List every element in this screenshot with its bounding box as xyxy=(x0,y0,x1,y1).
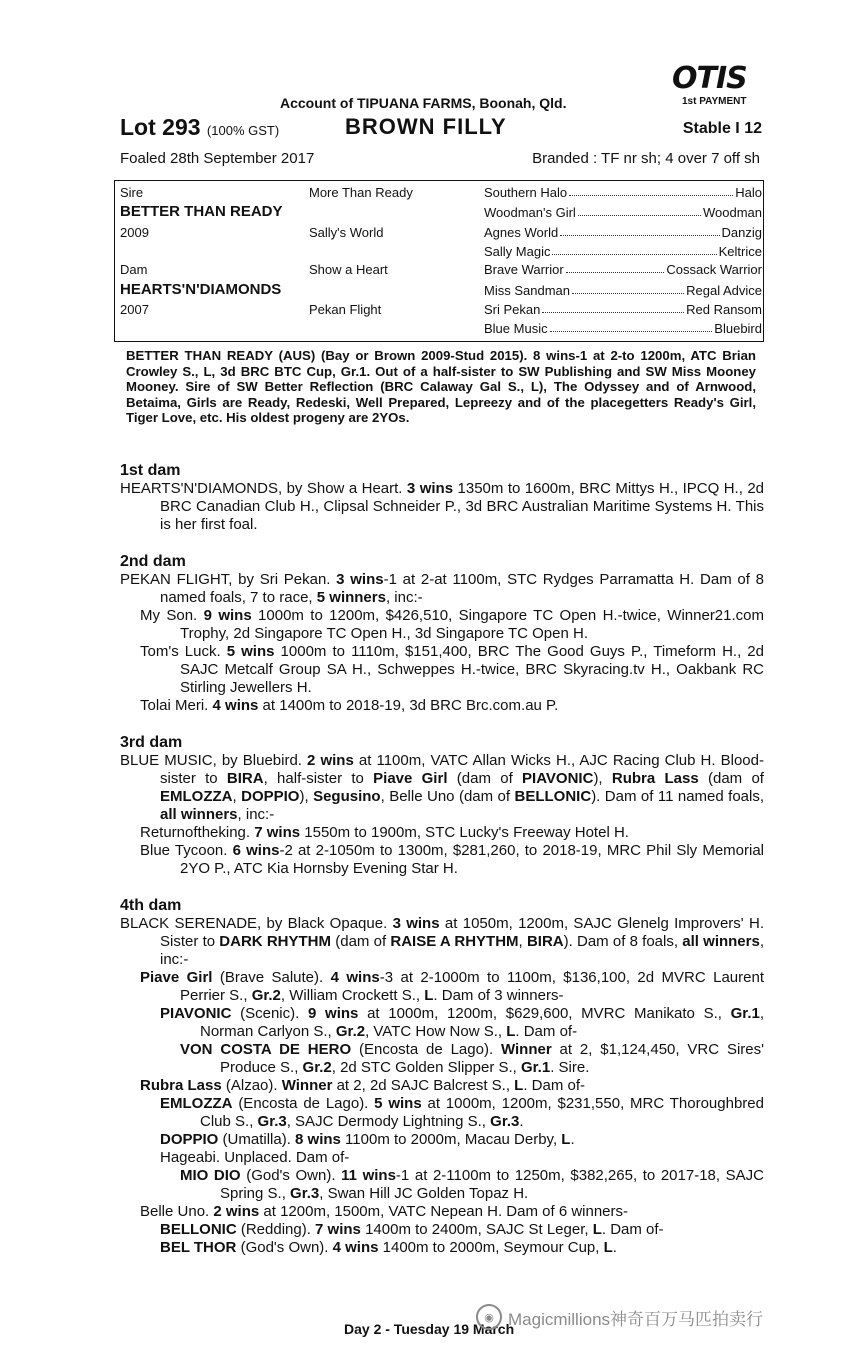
gp-sire: Woodman xyxy=(702,205,762,220)
progeny-entry: VON COSTA DE HERO (Encosta de Lago). Winner at 2, $1,124,450, VRC Sires' Produce S., Gr.2, 2d STC Golden Slipper S., Gr.1. Sire. xyxy=(180,1041,764,1076)
progeny-entry: Rubra Lass (Alzao). Winner at 2, 2d SAJC Balcrest S., L. Dam of- xyxy=(140,1077,586,1094)
grandparent-row xyxy=(484,225,762,240)
progeny-entry: My Son. 9 wins 1000m to 1200m, $426,510, Singapore TC Open H.-twice, Winner21.com Trophy, 2d Singapore TC Open H., 3d Singapore TC Open H. xyxy=(140,607,764,642)
pedigree-box xyxy=(114,180,764,342)
third-dam-section xyxy=(120,734,764,878)
gp-horse: Brave Warrior xyxy=(484,262,564,277)
grandparent-row xyxy=(484,185,762,200)
progeny-entry: BEL THOR (God's Own). 4 wins 1400m to 2000m, Seymour Cup, L. xyxy=(160,1239,617,1256)
section-heading: 1st dam xyxy=(120,462,181,479)
progeny-entry: Hageabi. Unplaced. Dam of- xyxy=(160,1149,350,1166)
gp-horse: Southern Halo xyxy=(484,185,568,200)
progeny-entry: Returnoftheking. 7 wins 1550m to 1900m, STC Lucky's Freeway Hotel H. xyxy=(140,824,629,841)
gp-horse: Agnes World xyxy=(484,225,559,240)
gp-horse: Blue Music xyxy=(484,321,548,336)
section-heading: 4th dam xyxy=(120,897,182,914)
gp-sire: Danzig xyxy=(721,225,762,240)
section-heading: 2nd dam xyxy=(120,553,186,570)
dam-entry: BLUE MUSIC, by Bluebird. 2 wins at 1100m, VATC Allan Wicks H., AJC Racing Club H. Blood-sister to BIRA, half-sister to Piave Girl (dam of PIAVONIC), Rubra Lass (dam of EMLOZZA, DOPPIO), Segusino, Belle Uno (dam of BELLONIC). Dam of 11 named foals, all winners, inc:- xyxy=(120,752,765,823)
gp-sire: Bluebird xyxy=(714,321,762,336)
grandparent-row xyxy=(484,244,762,259)
lot-number xyxy=(120,114,279,141)
gp-horse: Woodman's Girl xyxy=(484,205,576,220)
gp-horse: Sri Pekan xyxy=(484,302,541,317)
gp-sire: Cossack Warrior xyxy=(666,262,762,277)
grandparent-row xyxy=(484,302,762,317)
stable-number: Stable I 12 xyxy=(682,120,762,137)
watermark-text: Magicmillions神奇百万马匹拍卖行 xyxy=(508,1309,764,1329)
sire-name: BETTER THAN READY xyxy=(120,203,283,220)
sire-description: BETTER THAN READY (AUS) (Bay or Brown 2009-Stud 2015). 8 wins-1 at 2-to 1200m, ATC Brian Crowley S., L, 3d BRC BTC Cup, Gr.1. Out of a half-sister to SW Publishing and SW Miss Mooney Mooney. Sire of SW Better Reflection (BRC Calaway Gal S., L), The Odyssey and of Arnwood, Betaima, Girls are Ready, Redeski, Well Prepared, Lepreezy and of the placegetters Ready's Girl, Tiger Love, etc. His oldest progeny are 2YOs. xyxy=(126,348,756,425)
dam-entry: PEKAN FLIGHT, by Sri Pekan. 3 wins-1 at 2-at 1100m, STC Rydges Parramatta H. Dam of 8 named foals, 7 to race, 5 winners, inc:- xyxy=(120,571,764,606)
logo-wordmark: OTIS xyxy=(672,61,747,96)
progeny-entry: MIO DIO (God's Own). 11 wins-1 at 2-1100m to 1250m, $382,265, to 2017-18, SAJC Spring S., Gr.3, Swan Hill JC Golden Topaz H. xyxy=(180,1167,764,1202)
section-heading: 3rd dam xyxy=(120,734,183,751)
wechat-icon: ◉ xyxy=(476,1304,502,1330)
sale-day-footer: Day 2 - Tuesday 19 March xyxy=(344,1321,515,1337)
grandparent-row xyxy=(484,321,762,336)
progeny-entry: Piave Girl (Brave Salute). 4 wins-3 at 2-1000m to 1100m, $136,100, 2d MVRC Laurent Perrier S., Gr.2, William Crockett S., L. Dam of 3 winners- xyxy=(140,969,764,1004)
dam-dam: Pekan Flight xyxy=(309,302,382,317)
dam-entry: BLACK SERENADE, by Black Opaque. 3 wins at 1050m, 1200m, SAJC Glenelg Improvers' H. Sister to DARK RHYTHM (dam of RAISE A RHYTHM, BIRA). Dam of 8 foals, all winners, inc:- xyxy=(120,915,765,968)
brand-info: Branded : TF nr sh; 4 over 7 off sh xyxy=(532,150,760,167)
second-dam-section xyxy=(120,553,764,715)
lot-label: Lot 293 xyxy=(120,114,201,140)
gp-horse: Miss Sandman xyxy=(484,283,570,298)
wechat-watermark xyxy=(476,1304,763,1330)
progeny-entry: Blue Tycoon. 6 wins-2 at 2-1050m to 1300m, $281,260, to 2018-19, MRC Phil Sly Memorial 2YO P., ATC Kia Hornsby Evening Star H. xyxy=(140,842,764,877)
gp-sire: Red Ransom xyxy=(686,302,762,317)
dam-label: Dam xyxy=(120,262,148,277)
sire-sire: More Than Ready xyxy=(309,185,413,200)
vendor-account: Account of TIPUANA FARMS, Boonah, Qld. xyxy=(280,95,567,111)
progeny-entry: Belle Uno. 2 wins at 1200m, 1500m, VATC Nepean H. Dam of 6 winners- xyxy=(140,1203,629,1220)
sire-dam: Sally's World xyxy=(309,225,384,240)
first-dam-section xyxy=(120,462,764,534)
progeny-entry: EMLOZZA (Encosta de Lago). 5 wins at 1000m, 1200m, $231,550, MRC Thoroughbred Club S., Gr.3, SAJC Dermody Lightning S., Gr.3. xyxy=(160,1095,764,1130)
horse-sex: BROWN FILLY xyxy=(345,114,507,139)
dam-sire: Show a Heart xyxy=(309,262,388,277)
progeny-entry: BELLONIC (Redding). 7 wins 1400m to 2400m, SAJC St Leger, L. Dam of- xyxy=(160,1221,664,1238)
progeny-entry: DOPPIO (Umatilla). 8 wins 1100m to 2000m, Macau Derby, L. xyxy=(160,1131,575,1148)
dam-entry: HEARTS'N'DIAMONDS, by Show a Heart. 3 wins 1350m to 1600m, BRC Mittys H., IPCQ H., 2d BRC Canadian Club H., Clipsal Schneider P., 3d BRC Australian Maritime Systems H. This is her first foal. xyxy=(120,480,765,533)
dam-year: 2007 xyxy=(120,302,149,317)
otis-logo xyxy=(672,61,768,107)
gp-sire: Keltrice xyxy=(718,244,762,259)
fourth-dam-section xyxy=(120,897,764,1257)
progeny-entry: PIAVONIC (Scenic). 9 wins at 1000m, 1200m, $629,600, MVRC Manikato S., Gr.1, Norman Carlyon S., Gr.2, VATC How Now S., L. Dam of- xyxy=(160,1005,764,1040)
gst-note: (100% GST) xyxy=(206,123,280,138)
gp-sire: Regal Advice xyxy=(686,283,762,298)
logo-subtitle: 1st PAYMENT xyxy=(682,96,747,107)
sire-year: 2009 xyxy=(120,225,149,240)
grandparent-row xyxy=(484,205,762,220)
dam-name: HEARTS'N'DIAMONDS xyxy=(120,281,282,298)
lot-line xyxy=(120,114,762,144)
sire-label: Sire xyxy=(120,185,144,200)
progeny-entry: Tom's Luck. 5 wins 1000m to 1110m, $151,400, BRC The Good Guys P., Timeform H., 2d SAJC Metcalf Group SA H., Schweppes H.-twice, BRC Skyracing.tv H., Oakbank RC Stirling Jewellers H. xyxy=(140,643,764,696)
gp-sire: Halo xyxy=(735,185,762,200)
grandparent-row xyxy=(484,283,762,298)
grandparent-row xyxy=(484,262,762,277)
foaled-date: Foaled 28th September 2017 xyxy=(120,150,315,167)
progeny-entry: Tolai Meri. 4 wins at 1400m to 2018-19, 3d BRC Brc.com.au P. xyxy=(140,697,559,714)
gp-horse: Sally Magic xyxy=(484,244,551,259)
